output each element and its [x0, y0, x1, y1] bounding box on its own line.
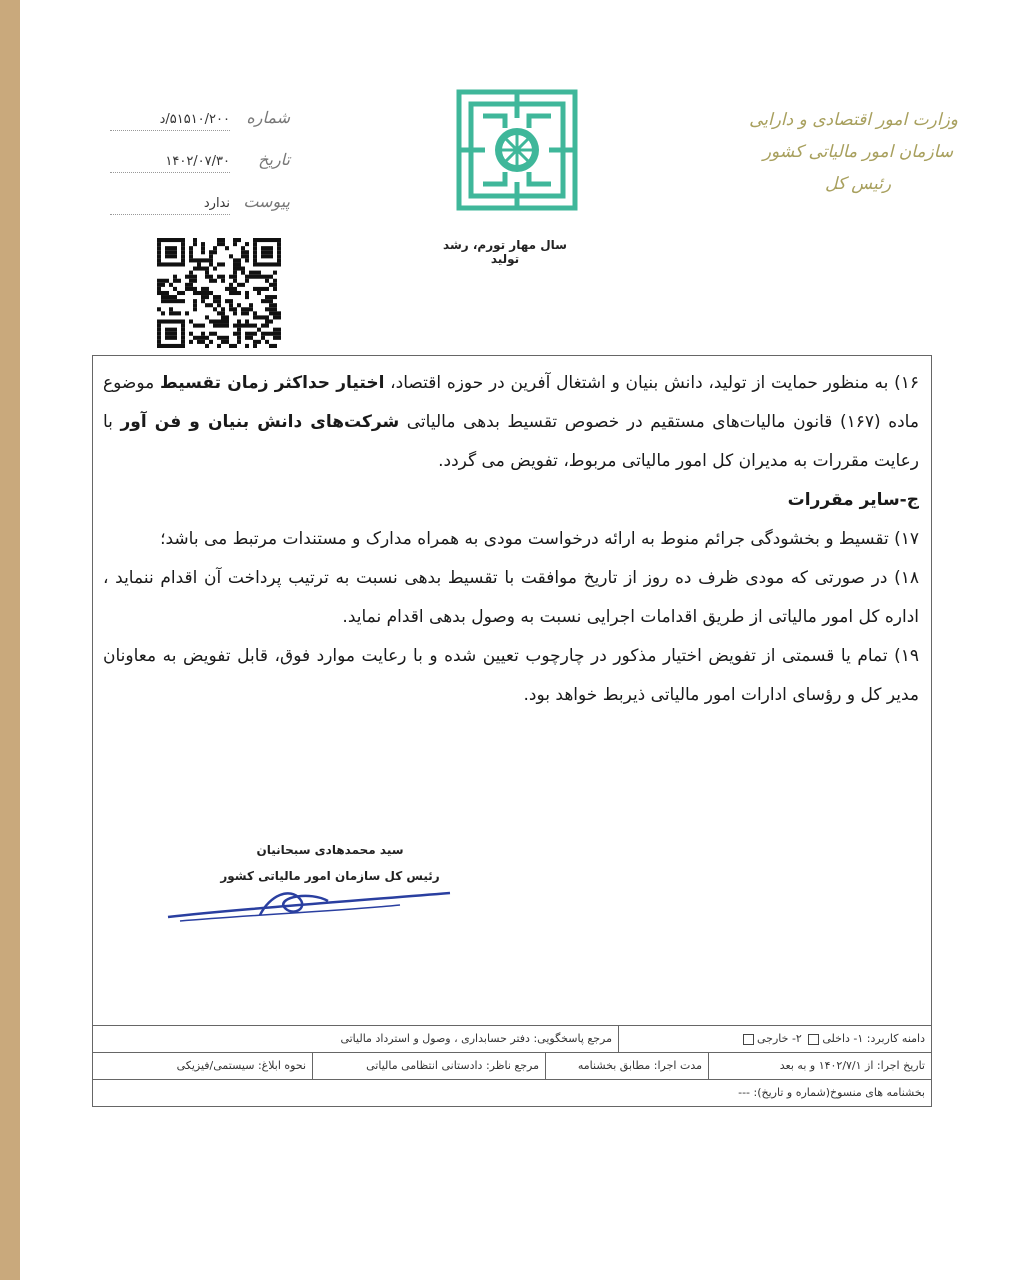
- exec-period-text: مدت اجرا: مطابق بخشنامه: [577, 1059, 702, 1072]
- ministry-header: [749, 104, 958, 200]
- responder-cell: [93, 1026, 618, 1052]
- supervisor-text: مرجع ناظر: دادستانی انتظامی مالیاتی: [366, 1059, 539, 1072]
- dotted-line: [110, 214, 230, 215]
- attachment-row: [110, 192, 290, 234]
- clause-16-emphasis: اختیار حداکثر زمان تقسیط: [159, 373, 385, 393]
- clause-16: [103, 364, 919, 481]
- external-checkbox: [743, 1034, 754, 1045]
- abrogated-cell: [93, 1080, 931, 1106]
- clause-16-text: با رعایت مقررات به مدیران کل امور مالیاتی مربوط، تفویض می گردد.: [103, 412, 919, 471]
- date-value: ۱۴۰۲/۰۷/۳۰: [165, 154, 230, 169]
- exec-date-text: تاریخ اجرا: از ۱۴۰۲/۷/۱ و به بعد: [779, 1059, 925, 1072]
- year-slogan: سال مهار تورم، رشد تولید: [443, 238, 567, 266]
- clause-17: ۱۷) تقسیط و بخشودگی جرائم منوط به ارائه درخواست مودی به همراه مدارک و مستندات مرتبط می باشد؛: [160, 529, 919, 549]
- dotted-line: [110, 172, 230, 173]
- circular-info-table: [92, 1025, 932, 1107]
- attachment-value: ندارد: [203, 196, 230, 211]
- clause-16-text: موضوع ماده (۱۶۷) قانون مالیات‌های مستقیم در خصوص تقسیط بدهی مالیاتی: [103, 373, 919, 432]
- footer-row: [93, 1026, 931, 1053]
- responder-text: مرجع پاسخگویی: دفتر حسابداری ، وصول و استرداد مالیاتی: [340, 1032, 612, 1045]
- letter-meta: [110, 108, 290, 234]
- clause-16-emphasis: شرکت‌های دانش بنیان و فن آور: [120, 412, 400, 432]
- ministry-line: وزارت امور اقتصادی و دارایی: [749, 110, 958, 130]
- number-value: ۵۱۵۱۰/۲۰۰/د: [159, 112, 230, 127]
- signatory-title: رئیس کل سازمان امور مالیاتی کشور: [220, 869, 440, 883]
- footer-row: [93, 1080, 931, 1106]
- handwritten-signature-icon: [160, 865, 460, 925]
- supervisor-cell: [312, 1053, 545, 1079]
- date-label: تاریخ: [258, 150, 290, 169]
- clause-16-text: ۱۶) به منظور حمایت از تولید، دانش بنیان و اشتغال آفرین در حوزه اقتصاد،: [384, 373, 920, 393]
- page-edge: [0, 0, 20, 1280]
- attachment-label: پیوست: [243, 192, 290, 211]
- dotted-line: [110, 130, 230, 131]
- notify-cell: [93, 1053, 312, 1079]
- internal-checkbox: [808, 1034, 819, 1045]
- notify-text: نحوه ابلاغ: سیستمی/فیزیکی: [176, 1059, 306, 1072]
- tax-organization-emblem-icon: [455, 88, 579, 212]
- number-label: شماره: [246, 108, 290, 127]
- exec-period-cell: [545, 1053, 708, 1079]
- number-row: [110, 108, 290, 150]
- clause-18: ۱۸) در صورتی که مودی ظرف ده روز از تاریخ موافقت با تقسیط بدهی نسبت به ترتیب پرداخت آن اقدام ننماید ، اداره کل امور مالیاتی از طریق اقدامات اجرایی نسبت به وصول بدهی اقدام نماید.: [103, 568, 919, 627]
- org-line: سازمان امور مالیاتی کشور: [762, 142, 954, 162]
- footer-row: [93, 1053, 931, 1080]
- date-row: [110, 150, 290, 192]
- scope-cell: [618, 1026, 931, 1052]
- scope-external: ۲- خارجی: [757, 1032, 802, 1045]
- letter-body-frame: [92, 355, 932, 1026]
- qr-code-icon: [157, 238, 281, 348]
- abrogated-text: بخشنامه های منسوخ(شماره و تاریخ): ---: [738, 1086, 925, 1099]
- signatory-name: سید محمدهادی سبحانیان: [256, 843, 404, 857]
- clause-19: ۱۹) تمام یا قسمتی از تفویض اختیار مذکور در چارچوب تعیین شده و با رعایت موارد فوق، قابل تفویض به معاونان مدیر کل و رؤسای ادارات امور مالیاتی ذیربط خواهد بود.: [103, 646, 919, 705]
- section-heading: ج-سایر مقررات: [787, 490, 919, 510]
- exec-date-cell: [708, 1053, 931, 1079]
- position-line: رئیس کل: [824, 174, 892, 194]
- scope-internal: دامنه کاربرد: ۱- داخلی: [822, 1032, 925, 1045]
- letter-body: [103, 364, 919, 715]
